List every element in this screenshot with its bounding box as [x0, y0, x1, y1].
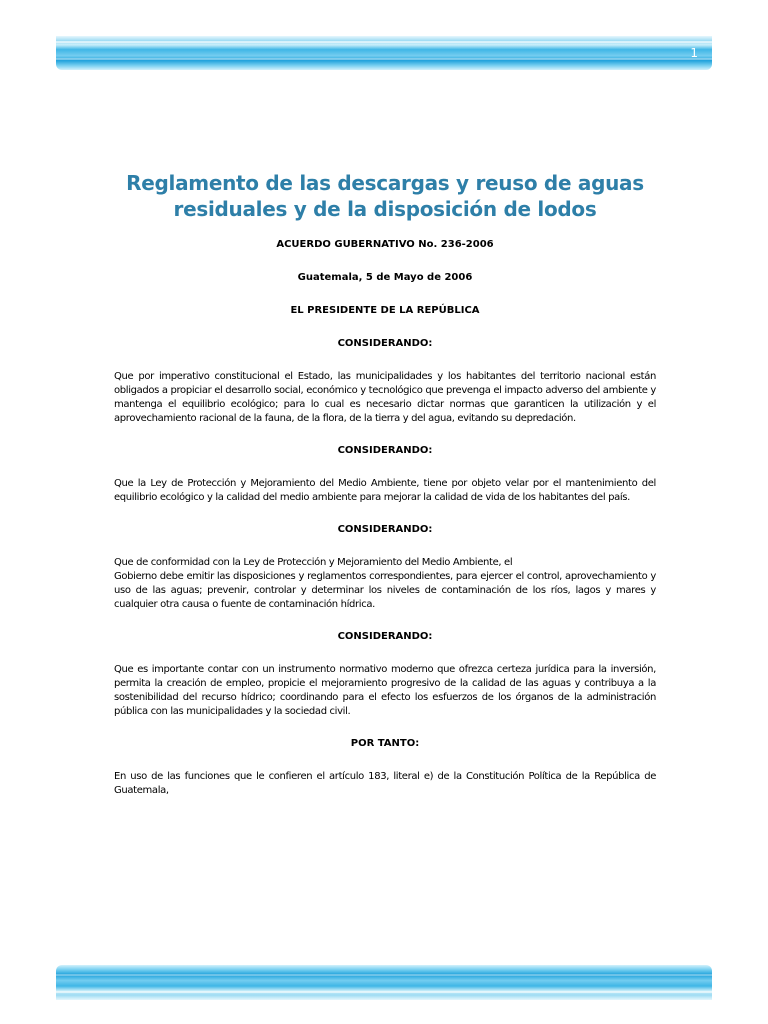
- considerando-heading: CONSIDERANDO:: [337, 338, 433, 349]
- footer-band-highlight: [56, 991, 712, 993]
- considerando-paragraph: Que es importante contar con un instrumento normativo moderno que ofrezca certeza jurídica para la inversión, permita la creación de empleo, propicie el mejoramiento progresivo de la calidad de las aguas y contribuya a la sostenibilidad del recurso hídrico; coordinando para el efecto los esfuerzos de los órganos de la administración pública con las municipalidades y la sociedad civil.: [114, 664, 656, 717]
- considerando-paragraph-line: Que de conformidad con la Ley de Protección y Mejoramiento del Medio Ambiente, el: [114, 557, 513, 568]
- issuer-heading: EL PRESIDENTE DE LA REPÚBLICA: [290, 305, 480, 316]
- considerando-heading: CONSIDERANDO:: [337, 445, 433, 456]
- considerando-paragraph: Que por imperativo constitucional el Estado, las municipalidades y los habitantes del territorio nacional están obligados a propiciar el desarrollo social, económico y tecnológico que prevenga el impacto adverso del ambiente y mantenga el equilibrio ecológico; para lo cual es necesario dictar normas que garanticen la utilización y el aprovechamiento racional de la fauna, de la flora, de la tierra y del agua, evitando su depredación.: [114, 371, 656, 424]
- header-band-highlight: [56, 58, 712, 60]
- considerando-paragraph: [114, 556, 656, 612]
- considerando-paragraph: Que la Ley de Protección y Mejoramiento del Medio Ambiente, tiene por objeto velar por el mantenimiento del equilibrio ecológico y la calidad del medio ambiente para mejorar la calidad de vida de los habitantes del país.: [114, 478, 656, 503]
- considerando-paragraph-text: Gobierno debe emitir las disposiciones y reglamentos correspondientes, para ejercer el control, aprovechamiento y uso de las aguas; prevenir, controlar y determinar los niveles de contaminación de los ríos, lagos y mares y cualquier otra causa o fuente de contaminación hídrica.: [114, 571, 656, 610]
- footer-band-highlight: [56, 974, 712, 976]
- document-title: [114, 170, 656, 222]
- document-body: [114, 170, 656, 816]
- page-number: 1: [690, 46, 698, 60]
- place-date: Guatemala, 5 de Mayo de 2006: [297, 272, 473, 283]
- document-title-line: Reglamento de las descargas y reuso de aguas: [126, 171, 644, 195]
- header-band-highlight: [56, 41, 712, 43]
- document-title-line: residuales y de la disposición de lodos: [173, 197, 597, 221]
- por-tanto-paragraph: En uso de las funciones que le confieren el artículo 183, literal e) de la Constitución Política de la República de Guatemala,: [114, 771, 656, 796]
- considerando-heading: CONSIDERANDO:: [337, 631, 433, 642]
- footer-band: [56, 965, 712, 1000]
- por-tanto-heading: POR TANTO:: [350, 738, 420, 749]
- agreement-number: ACUERDO GUBERNATIVO No. 236-2006: [276, 239, 494, 250]
- considerando-heading: CONSIDERANDO:: [337, 524, 433, 535]
- header-band: [56, 36, 712, 70]
